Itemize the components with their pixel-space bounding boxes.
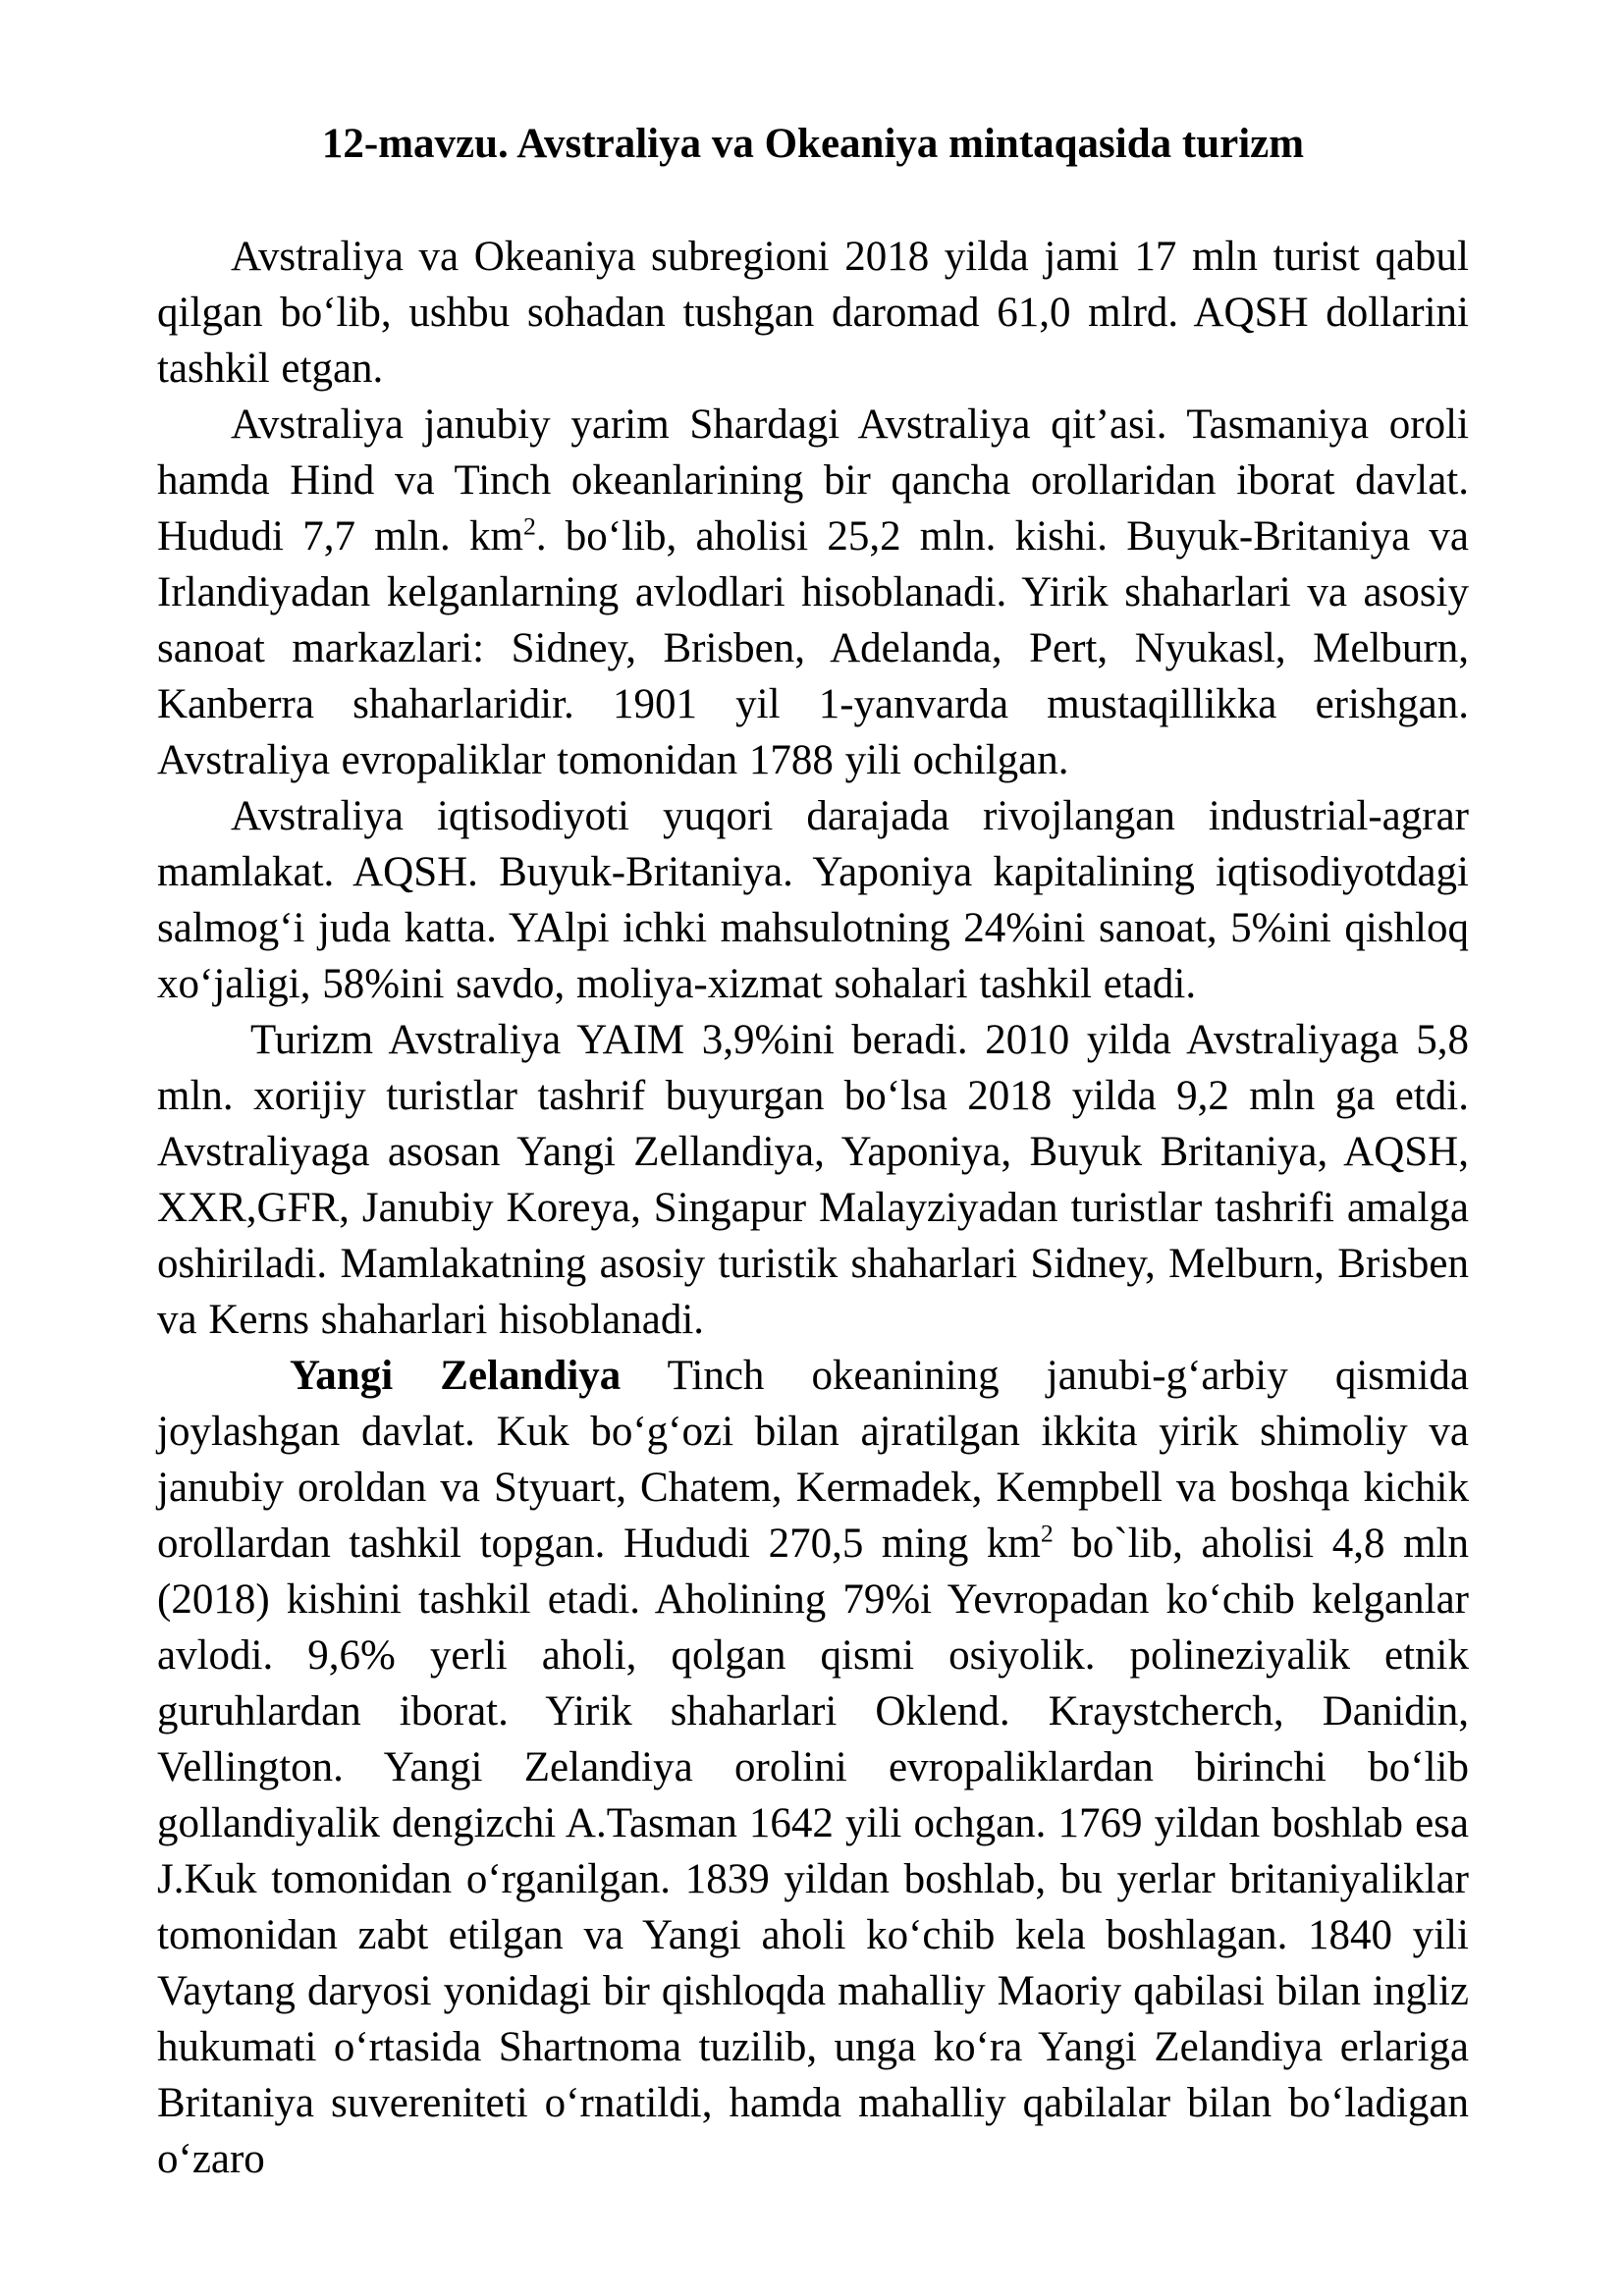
- page-title: 12-mavzu. Avstraliya va Okeaniya mintaqasida turizm: [321, 121, 1305, 167]
- paragraph: [157, 397, 1469, 788]
- text-segment: Avstraliya va Okeaniya subregioni 2018 yilda jami 17 mln turist qabul qilgan bo‘lib, ushbu sohadan tushgan daromad 61,0 mlrd. AQSH dollarini tashkil etgan.: [157, 234, 1469, 392]
- paragraph: [157, 229, 1469, 397]
- superscript-text: 2: [1040, 1519, 1054, 1548]
- text-segment: Tinch okeanining janubi-g‘arbiy qismida joylashgan davlat. Kuk bo‘g‘ozi bilan ajratilgan ikkita yirik shimoliy va janubiy oroldan va Styuart, Chatem, Kermadek, Kempbell va boshqa kichik orollardan tashkil topgan. Hududi 270,5 ming km: [157, 1353, 1470, 1567]
- bold-text-segment: Yangi Zelandiya: [290, 1353, 622, 1399]
- text-segment: Avstraliya janubiy yarim Shardagi Avstraliya qit’asi. Tasmaniya oroli hamda Hind va Tinch okeanlarining bir qancha orollaridan iborat davlat. Hududi 7,7 mln. km: [157, 401, 1469, 560]
- document-body: [157, 229, 1469, 2187]
- text-segment: bo`lib, aholisi 4,8 mln (2018) kishini tashkil etadi. Aholining 79%i Yevropadan ko‘chib kelganlar avlodi. 9,6% yerli aholi, qolgan qismi osiyolik. polineziyalik etnik guruhlardan iborat. Yirik shaharlari Oklend. Kraystcherch, Danidin, Vellington. Yangi Zelandiya orolini evropaliklardan birinchi bo‘lib gollandiyalik dengizchi A.Tasman 1642 yili ochgan. 1769 yildan boshlab esa J.Kuk tomonidan o‘rganilgan. 1839 yildan boshlab, bu yerlar britaniyaliklar tomonidan zabt etilgan va Yangi aholi ko‘chib kela boshlagan. 1840 yili Vaytang daryosi yonidagi bir qishloqda mahalliy Maoriy qabilasi bilan ingliz hukumati o‘rtasida Shartnoma tuzilib, unga ko‘ra Yangi Zelandiya erlariga Britaniya suvereniteti o‘rnatildi, hamda mahalliy qabilalar bilan bo‘ladigan o‘zaro: [157, 1521, 1469, 2182]
- text-segment: Turizm Avstraliya YAIM 3,9%ini beradi. 2010 yilda Avstraliyaga 5,8 mln. xorijiy turistlar tashrif buyurgan bo‘lsa 2018 yilda 9,2 mln ga etdi. Avstraliyaga asosan Yangi Zellandiya, Yaponiya, Buyuk Britaniya, AQSH, XXR,GFR, Janubiy Koreya, Singapur Malayziyadan turistlar tashrifi amalga oshiriladi. Mamlakatning asosiy turistik shaharlari Sidney, Melburn, Brisben va Kerns shaharlari hisoblanadi.: [157, 1017, 1469, 1343]
- superscript-text: 2: [522, 511, 536, 541]
- paragraph: [157, 1012, 1469, 1348]
- text-segment: . bo‘lib, aholisi 25,2 mln. kishi. Buyuk-Britaniya va Irlandiyadan kelganlarning avlodlari hisoblanadi. Yirik shaharlari va asosiy sanoat markazlari: Sidney, Brisben, Adelanda, Pert, Nyukasl, Melburn, Kanberra shaharlaridir. 1901 yil 1-yanvarda mustaqillikka erishgan. Avstraliya evropaliklar tomonidan 1788 yili ochilgan.: [157, 513, 1469, 783]
- text-segment: Avstraliya iqtisodiyoti yuqori darajada rivojlangan industrial-agrar mamlakat. AQSH. Buyuk-Britaniya. Yaponiya kapitalining iqtisodiyotdagi salmog‘i juda katta. YAlpi ichki mahsulotning 24%ini sanoat, 5%ini qishloq xo‘jaligi, 58%ini savdo, moliya-xizmat sohalari tashkil etadi.: [157, 793, 1469, 1007]
- paragraph: [157, 788, 1469, 1012]
- paragraph: [157, 1348, 1469, 2187]
